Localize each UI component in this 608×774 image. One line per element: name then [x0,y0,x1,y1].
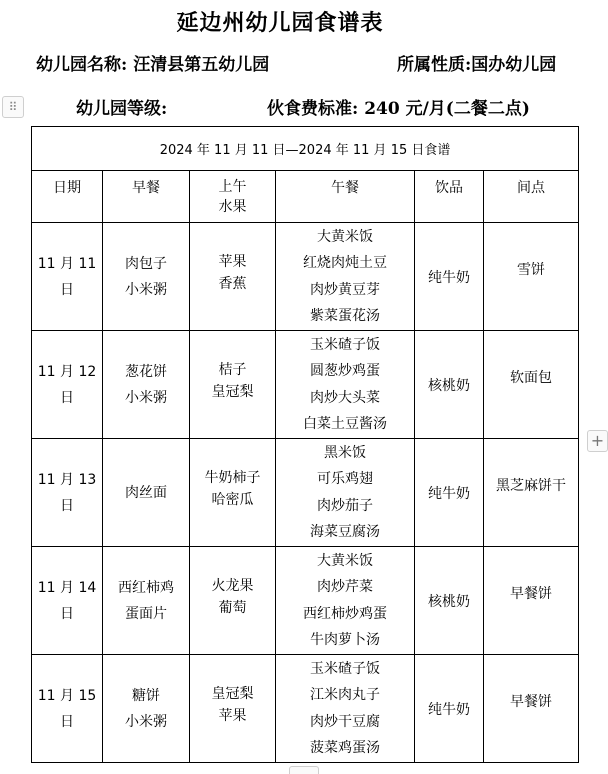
lunch-item: 肉炒大头菜 [310,389,380,406]
header-date: 日期 [32,171,103,223]
fee-standard: 伙食费标准: 240 元/月(二餐二点) [267,99,530,119]
lunch-cell [276,655,415,763]
lunch-item: 紫菜蛋花汤 [310,308,380,324]
drink-cell: 纯牛奶 [415,655,484,763]
breakfast-cell [103,547,190,655]
breakfast-item: 肉丝面 [125,484,167,501]
lunch-cell [276,331,415,439]
date-line: 11 月 12 [37,363,97,380]
fruit-item: 皇冠梨 [211,384,254,400]
fruit-item: 香蕉 [218,276,247,292]
fruit-cell [190,655,276,763]
lunch-item: 肉炒干豆腐 [310,713,380,730]
table-row [32,331,579,439]
drink-cell: 核桃奶 [415,547,484,655]
lunch-item: 圆葱炒鸡蛋 [310,363,380,379]
lunch-item: 红烧肉炖土豆 [303,255,387,271]
drag-handle-icon[interactable]: ⠿ [2,96,24,118]
fruit-cell [190,331,276,439]
lunch-item: 玉米碴子饭 [310,660,380,677]
fruit-cell [190,223,276,331]
fruit-item: 苹果 [218,254,247,270]
fruit-item: 牛奶柿子 [204,470,261,486]
drink-cell: 核桃奶 [415,331,484,439]
date-cell [32,547,103,655]
table-header-row [32,171,579,223]
table-row [32,223,579,331]
lunch-item: 玉米碴子饭 [310,336,380,353]
date-line: 日 [60,389,74,406]
header-lunch: 午餐 [276,171,415,223]
breakfast-item: 肉包子 [125,255,167,272]
breakfast-item: 小米粥 [125,389,167,406]
date-line: 11 月 13 [37,471,97,488]
breakfast-item: 葱花饼 [125,363,167,380]
fruit-item: 桔子 [218,362,247,378]
lunch-item: 牛肉萝卜汤 [310,632,380,648]
date-cell [32,331,103,439]
header-breakfast: 早餐 [103,171,190,223]
lunch-item: 可乐鸡翅 [317,471,373,487]
breakfast-cell [103,223,190,331]
resize-tab[interactable] [289,766,319,774]
snack-cell: 软面包 [484,331,579,439]
lunch-item: 海菜豆腐汤 [310,524,380,540]
date-line: 11 月 15 [37,687,97,704]
lunch-item: 黑米饭 [324,444,366,461]
breakfast-cell [103,439,190,547]
kindergarten-name: 幼儿园名称: 汪清县第五幼儿园 [36,55,270,75]
breakfast-item: 西红柿鸡 [118,579,174,596]
lunch-cell [276,547,415,655]
date-line: 日 [60,281,74,298]
lunch-item: 肉炒黄豆芽 [310,281,380,298]
breakfast-item: 小米粥 [125,281,167,298]
fruit-cell [190,547,276,655]
fruit-item: 苹果 [218,708,247,724]
plus-icon[interactable]: + [587,430,608,452]
date-line: 11 月 11 [37,255,97,272]
fruit-cell [190,439,276,547]
drink-cell: 纯牛奶 [415,223,484,331]
header-fruit-line2: 水果 [218,199,247,215]
snack-cell: 早餐饼 [484,655,579,763]
breakfast-cell [103,331,190,439]
date-cell [32,439,103,547]
date-line: 日 [60,713,74,730]
fruit-item: 皇冠梨 [211,686,254,702]
date-cell [32,655,103,763]
fruit-item: 葡萄 [218,600,247,616]
menu-table [31,126,579,763]
date-cell [32,223,103,331]
header-fruit [190,171,276,223]
snack-cell: 黑芝麻饼干 [484,439,579,547]
lunch-item: 大黄米饭 [317,552,373,569]
date-line: 11 月 14 [37,579,97,596]
lunch-item: 西红柿炒鸡蛋 [303,605,387,622]
drink-cell: 纯牛奶 [415,439,484,547]
snack-cell: 早餐饼 [484,547,579,655]
breakfast-item: 糖饼 [132,687,160,704]
menu-period: 2024 年 11 月 11 日—2024 年 11 月 15 日食谱 [32,127,579,171]
table-row [32,439,579,547]
lunch-item: 大黄米饭 [317,228,373,245]
page-title: 延边州幼儿园食谱表 [176,10,384,36]
kindergarten-grade: 幼儿园等级: [76,99,168,119]
lunch-item: 江米肉丸子 [310,687,380,703]
breakfast-item: 蛋面片 [125,605,167,622]
lunch-item: 肉炒芹菜 [317,579,373,595]
date-line: 日 [60,605,74,622]
header-snack: 间点 [484,171,579,223]
lunch-item: 肉炒茄子 [317,497,373,514]
kindergarten-nature: 所属性质:国办幼儿园 [397,55,557,75]
date-line: 日 [60,497,74,514]
table-row [32,547,579,655]
header-fruit-line1: 上午 [218,179,247,195]
lunch-item: 菠菜鸡蛋汤 [310,740,380,756]
lunch-cell [276,439,415,547]
table-row [32,655,579,763]
fruit-item: 哈密瓜 [211,492,254,508]
header-drink: 饮品 [415,171,484,223]
lunch-cell [276,223,415,331]
snack-cell: 雪饼 [484,223,579,331]
breakfast-item: 小米粥 [125,713,167,730]
breakfast-cell [103,655,190,763]
lunch-item: 白菜土豆酱汤 [303,416,387,432]
fruit-item: 火龙果 [211,578,254,594]
